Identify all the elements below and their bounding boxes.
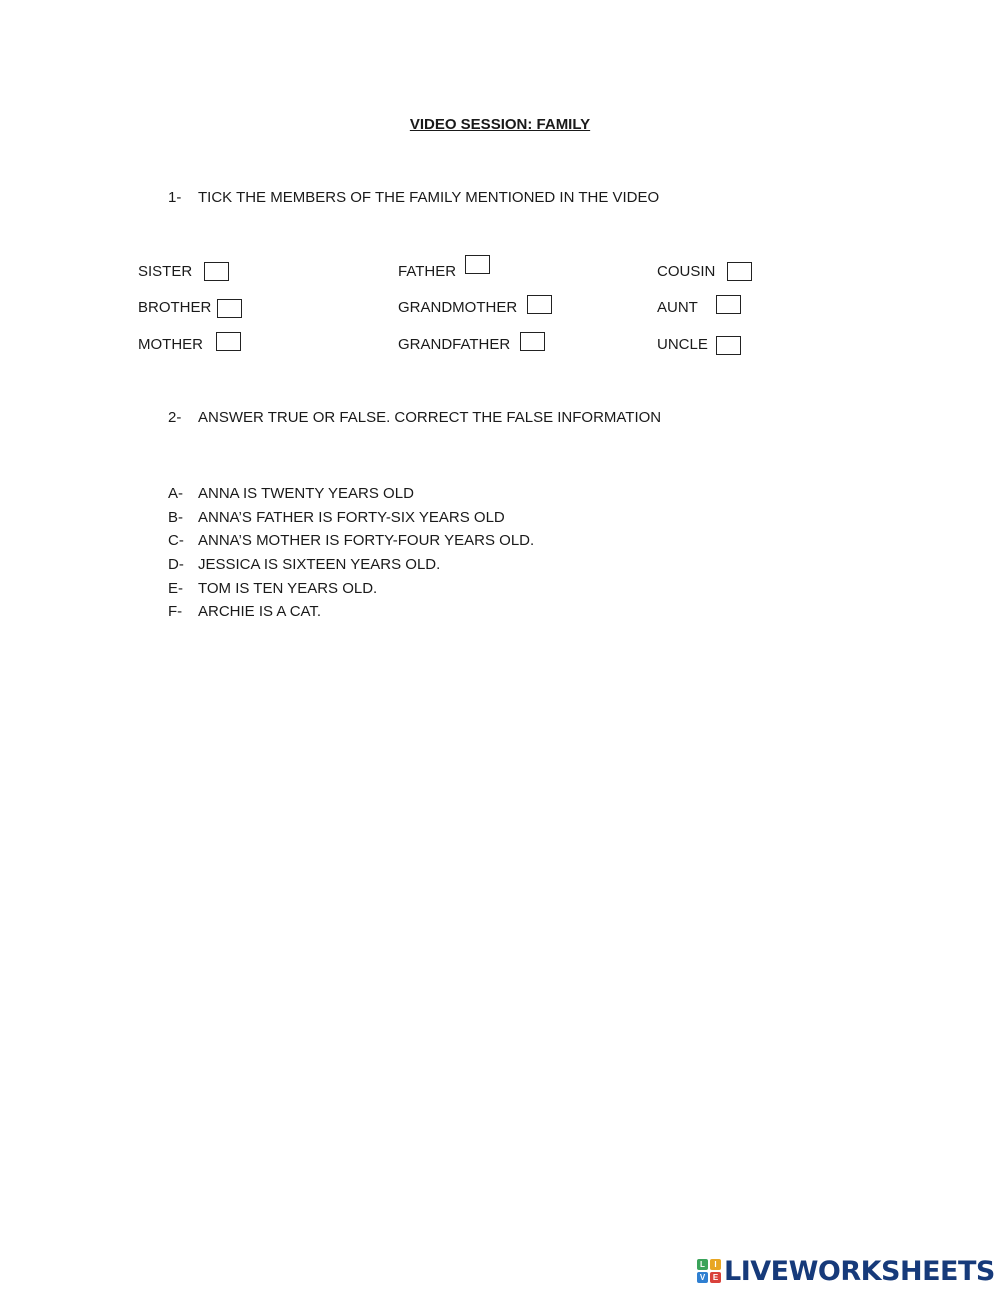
logo-text: LIVEWORKSHEETS: [724, 1255, 995, 1287]
section-1-instruction-text: TICK THE MEMBERS OF THE FAMILY MENTIONED IN THE VIDEO: [198, 189, 660, 206]
option-grandfather-label: GRANDFATHER: [398, 336, 511, 353]
section-1-number: 1-: [168, 189, 182, 206]
statement-letter: D-: [168, 556, 184, 574]
option-cousin-label: COUSIN: [657, 263, 716, 280]
section-1-instruction: [168, 189, 659, 206]
option-brother-label: BROTHER: [138, 299, 212, 316]
checkbox-grandmother[interactable]: [527, 295, 552, 314]
liveworksheets-logo: [697, 1256, 995, 1286]
statement-letter: B-: [168, 508, 183, 526]
statement-e: [168, 577, 534, 601]
option-mother-label: MOTHER: [138, 336, 203, 353]
option-aunt-label: AUNT: [657, 299, 698, 316]
option-uncle-label: UNCLE: [657, 336, 708, 353]
statement-text: ARCHIE IS A CAT.: [198, 603, 322, 621]
option-grandmother-label: GRANDMOTHER: [398, 299, 518, 316]
checkbox-aunt[interactable]: [716, 295, 741, 314]
logo-cube: E: [710, 1272, 721, 1283]
section-2-number: 2-: [168, 409, 182, 426]
checkbox-father[interactable]: [465, 255, 490, 274]
statement-f: [168, 600, 534, 624]
logo-cubes-icon: [697, 1259, 721, 1283]
option-father-label: FATHER: [398, 263, 457, 280]
statement-letter: E-: [168, 579, 183, 597]
checkbox-grandfather[interactable]: [520, 332, 545, 351]
statement-b: [168, 506, 534, 530]
logo-cube: L: [697, 1259, 708, 1270]
checkbox-brother[interactable]: [217, 299, 242, 318]
logo-cube: V: [697, 1272, 708, 1283]
statement-letter: A-: [168, 485, 183, 502]
statement-text: TOM IS TEN YEARS OLD.: [198, 579, 378, 597]
checkbox-uncle[interactable]: [716, 336, 741, 355]
statement-c: [168, 529, 534, 553]
checkbox-mother[interactable]: [216, 332, 241, 351]
checkbox-cousin[interactable]: [727, 262, 752, 281]
statement-d: [168, 553, 534, 577]
section-2-instruction: [168, 409, 661, 426]
statement-letter: F-: [168, 603, 183, 621]
statement-a: [168, 482, 534, 506]
worksheet-title: VIDEO SESSION: FAMILY: [409, 116, 591, 133]
logo-cube: I: [710, 1259, 721, 1270]
statement-text: ANNA’S FATHER IS FORTY-SIX YEARS OLD: [198, 508, 505, 526]
statement-text: ANNA’S MOTHER IS FORTY-FOUR YEARS OLD.: [198, 532, 535, 550]
statement-text: ANNA IS TWENTY YEARS OLD: [198, 485, 414, 502]
statement-letter: C-: [168, 532, 184, 550]
statement-text: JESSICA IS SIXTEEN YEARS OLD.: [198, 556, 441, 574]
section-2-instruction-text: ANSWER TRUE OR FALSE. CORRECT THE FALSE INFORMATION: [198, 409, 662, 426]
true-false-statements: [168, 482, 534, 624]
checkbox-sister[interactable]: [204, 262, 229, 281]
option-sister-label: SISTER: [138, 263, 193, 280]
